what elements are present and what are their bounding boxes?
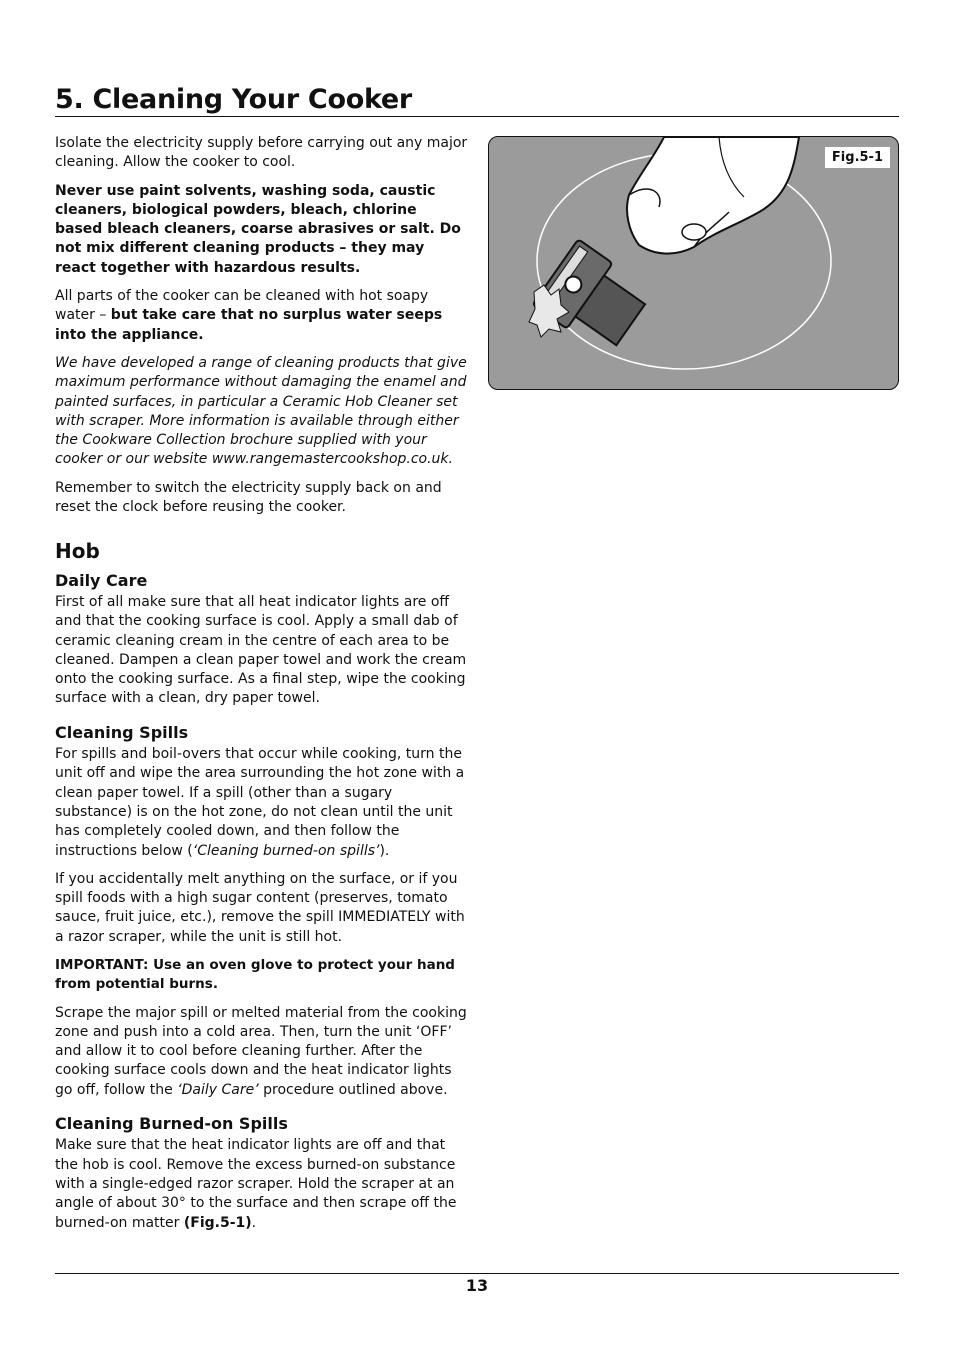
scrape-paragraph [55, 1004, 468, 1100]
burned-on-end: . [251, 1214, 257, 1231]
daily-care-reference: ‘Daily Care’ [177, 1081, 259, 1098]
figure-5-1 [488, 136, 899, 390]
burned-on-paragraph [55, 1136, 468, 1232]
important-text: Use an oven glove to protect your hand from potential burns. [55, 956, 455, 993]
scrape-end: procedure outlined above. [258, 1081, 448, 1098]
intro-paragraph: Isolate the electricity supply before carrying out any major cleaning. Allow the cooker to cool. [55, 135, 468, 171]
hob-heading: Hob [55, 539, 100, 564]
footer-rule [55, 1273, 899, 1274]
cleaning-spills-end: ). [379, 842, 390, 859]
cleaning-spills-heading: Cleaning Spills [55, 722, 189, 742]
text-column [55, 134, 468, 1242]
cleaning-spills-paragraph [55, 745, 468, 861]
hand-icon [627, 137, 799, 254]
daily-care-text: First of all make sure that all heat indicator lights are off and that the cooking surface is cool. Apply a small dab of ceramic cleaning cream in the centre of each area to be cleaned. Dampen a clean paper towel and work the cream onto the cooking surface. As a final step, wipe the cooking surface with a clean, dry paper towel. [55, 593, 467, 707]
reminder-paragraph: Remember to switch the electricity supply back on and reset the clock before reusing the cooker. [55, 479, 442, 516]
page-title: 5. Cleaning Your Cooker [55, 84, 899, 117]
burned-on-heading: Cleaning Burned-on Spills [55, 1114, 288, 1134]
important-label: IMPORTANT: [55, 956, 149, 973]
soapy-water-caution: but take care that no surplus water seeps into the appliance. [55, 307, 443, 343]
products-paragraph: We have developed a range of cleaning products that give maximum performance without damaging the enamel and painted surfaces, in particular a Ceramic Hob Cleaner set with scraper. More information is available through either the Cookware Collection brochure supplied with your cooker or our website www.rangemastercookshop.co.uk. [55, 354, 467, 468]
figure-reference: (Fig.5-1) [183, 1214, 252, 1231]
sugar-spill-paragraph: If you accidentally melt anything on the surface, or if you spill foods with a high sugar content (preserves, tomato sauce, fruit juice, etc.), remove the spill IMMEDIATELY with a razor scraper, while the unit is still hot. [55, 870, 465, 945]
scrape-text: Scrape the major spill or melted material from the cooking zone and push into a cold area. Then, turn the unit ‘OFF’ and allow it to cool before cleaning further. After the cooking surface cools down and the heat indicator lights go off, follow the [55, 1004, 467, 1098]
soapy-water-paragraph [55, 287, 468, 345]
warning-paragraph: Never use paint solvents, washing soda, caustic cleaners, biological powders, bleach, chlorine based bleach cleaners, coarse abrasives or salt. Do not mix different cleaning products – they may react together with hazardous results. [55, 182, 461, 276]
cleaning-spills-text: For spills and boil-overs that occur while cooking, turn the unit off and wipe the area surrounding the hot zone with a clean paper towel. If a spill (other than a sugary substance) is on the hot zone, do not clean until the unit has completely cooled down, and then follow the instructions below ( [55, 746, 465, 859]
page-number: 13 [465, 1276, 489, 1295]
soapy-water-text: All parts of the cooker can be cleaned with hot soapy water – [55, 288, 429, 324]
cross-reference: ‘Cleaning burned-on spills’ [192, 842, 380, 859]
figure-label: Fig.5-1 [825, 147, 890, 168]
important-note [55, 956, 468, 995]
daily-care-heading: Daily Care [55, 570, 148, 590]
hob-scraper-illustration [489, 137, 898, 389]
burned-on-text: Make sure that the heat indicator lights are off and that the hob is cool. Remove the excess burned-on substance with a single-edged razor scraper. Hold the scraper at an angle of about 30° to the surface and then scrape off the burned-on matter [55, 1137, 457, 1231]
